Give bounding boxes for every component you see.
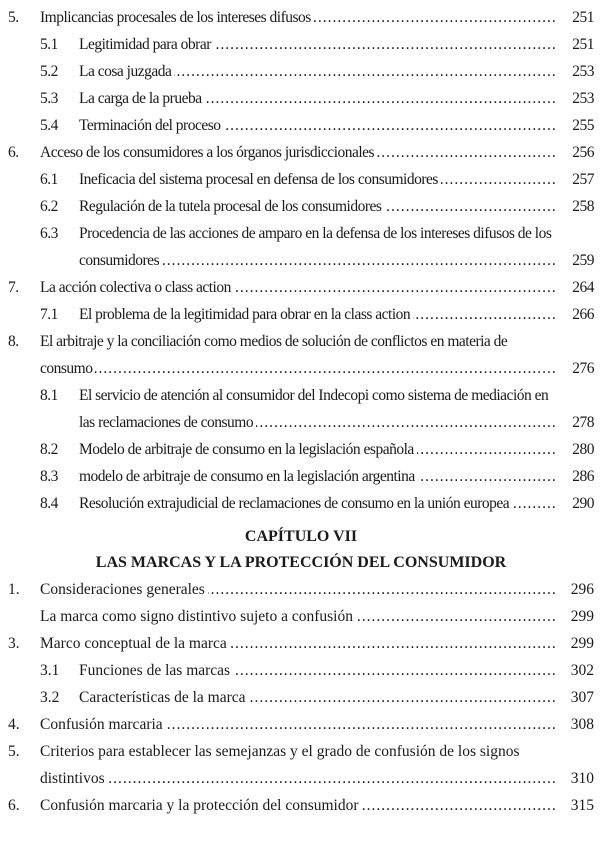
chapter-title: LAS MARCAS Y LA PROTECCIÓN DEL CONSUMIDOR bbox=[95, 554, 507, 571]
toc-entry-number: 8.4 bbox=[40, 495, 58, 512]
toc-entry-title: La carga de la prueba bbox=[79, 90, 205, 107]
toc-entry[interactable] bbox=[8, 711, 594, 738]
toc-entry-title: Características de la marca bbox=[79, 689, 249, 706]
toc-entry[interactable] bbox=[40, 220, 594, 274]
toc-entry-leader bbox=[40, 792, 557, 819]
toc-entry-page: 251 bbox=[572, 9, 594, 26]
toc-entry-title: Terminación del proceso bbox=[79, 117, 224, 134]
toc-entry-leader bbox=[40, 738, 557, 792]
toc-entry[interactable] bbox=[40, 301, 594, 328]
toc-entry-number: 7. bbox=[8, 279, 19, 296]
toc-entry-leader bbox=[40, 576, 557, 603]
toc-entry-number: 6.2 bbox=[40, 198, 58, 215]
toc-entry-page: 278 bbox=[572, 414, 594, 431]
toc-entry-title: Regulación de la tutela procesal de los consumidores bbox=[79, 198, 384, 215]
toc-entry-number: 5.2 bbox=[40, 63, 58, 80]
toc-entry-number: 5. bbox=[8, 743, 20, 760]
toc-list-before bbox=[8, 4, 594, 517]
toc-entry[interactable] bbox=[40, 85, 594, 112]
toc-entry-number: 8.2 bbox=[40, 441, 58, 458]
toc-entry[interactable] bbox=[8, 576, 594, 603]
toc-entry-leader bbox=[79, 657, 557, 684]
toc-entry-leader bbox=[79, 490, 557, 517]
toc-entry-leader bbox=[79, 463, 557, 490]
toc-entry[interactable] bbox=[40, 58, 594, 85]
toc-entry-number: 6. bbox=[8, 144, 19, 161]
toc-entry-number: 5.4 bbox=[40, 117, 58, 134]
toc-entry-page: 299 bbox=[570, 608, 594, 625]
toc-entry-page: 253 bbox=[572, 90, 594, 107]
toc-entry-title: Acceso de los consumidores a los órganos jurisdiccionales bbox=[40, 144, 377, 161]
toc-entry-number: 7.1 bbox=[40, 306, 58, 323]
toc-entry[interactable] bbox=[40, 193, 594, 220]
toc-entry-leader bbox=[40, 603, 557, 630]
toc-entry-number: 8.1 bbox=[40, 387, 58, 404]
toc-entry-title: Legitimidad para obrar bbox=[79, 36, 214, 53]
toc-entry-page: 259 bbox=[572, 252, 594, 269]
toc-entry-title: Implicancias procesales de los intereses difusos bbox=[40, 9, 314, 26]
toc-entry-title: Criterios para establecer las semejanzas y el grado de confusión de los signos distintivos bbox=[40, 743, 520, 787]
toc-entry[interactable] bbox=[40, 382, 594, 436]
toc-entry-page: 302 bbox=[570, 662, 594, 679]
toc-entry-title: Consideraciones generales bbox=[40, 581, 208, 598]
toc-entry-leader bbox=[79, 112, 557, 139]
toc-entry-leader bbox=[40, 4, 557, 31]
toc-entry-title: Confusión marcaria y la protección del consumidor bbox=[40, 797, 362, 814]
toc-entry-page: 299 bbox=[570, 635, 594, 652]
toc-entry-number: 3. bbox=[8, 635, 20, 652]
toc-entry-title: Funciones de las marcas bbox=[79, 662, 233, 679]
toc-entry[interactable] bbox=[40, 684, 594, 711]
toc-entry-leader bbox=[79, 58, 557, 85]
toc-entry-number bbox=[8, 603, 40, 630]
toc-entry-title: La cosa juzgada bbox=[79, 63, 174, 80]
toc-entry-page: 266 bbox=[572, 306, 594, 323]
toc-entry-number: 3.1 bbox=[40, 662, 60, 679]
toc-entry-title: La acción colectiva o class action bbox=[40, 279, 234, 296]
toc-entry-page: 308 bbox=[570, 716, 594, 733]
toc-entry-page: 257 bbox=[572, 171, 594, 188]
toc-entry-page: 296 bbox=[570, 581, 594, 598]
toc-entry-number: 6.1 bbox=[40, 171, 58, 188]
chapter-heading bbox=[8, 524, 594, 576]
toc-entry-page: 286 bbox=[572, 468, 594, 485]
toc-entry-leader bbox=[79, 684, 557, 711]
toc-entry-number: 8.3 bbox=[40, 468, 58, 485]
toc-list-after bbox=[8, 576, 594, 819]
toc-entry-leader bbox=[40, 139, 557, 166]
toc-entry-page: 255 bbox=[572, 117, 594, 134]
toc-entry-leader bbox=[79, 31, 557, 58]
toc-entry-leader bbox=[79, 166, 557, 193]
toc-entry[interactable] bbox=[40, 166, 594, 193]
toc-entry-leader bbox=[79, 301, 557, 328]
toc-entry-page: 264 bbox=[572, 279, 594, 296]
toc-entry-leader bbox=[40, 274, 557, 301]
toc-entry-page: 253 bbox=[572, 63, 594, 80]
toc-entry-leader bbox=[79, 436, 557, 463]
toc-entry-page: 258 bbox=[572, 198, 594, 215]
toc-entry-number: 5. bbox=[8, 9, 19, 26]
toc-entry[interactable] bbox=[40, 112, 594, 139]
toc-entry-page: 290 bbox=[572, 495, 594, 512]
toc-entry-leader bbox=[79, 220, 557, 274]
toc-entry-number: 6.3 bbox=[40, 225, 58, 242]
toc-entry[interactable] bbox=[8, 792, 594, 819]
toc-entry[interactable] bbox=[8, 274, 594, 301]
toc-entry-title: El servicio de atención al consumidor del Indecopi como sistema de mediación en las reclamaciones de consumo bbox=[79, 387, 549, 431]
toc-entry-leader bbox=[79, 382, 557, 436]
toc-entry-title: Marco conceptual de la marca bbox=[40, 635, 230, 652]
toc-entry-title: modelo de arbitraje de consumo en la legislación argentina bbox=[79, 468, 418, 485]
toc-entry[interactable] bbox=[8, 738, 594, 792]
toc-entry-title: Ineficacia del sistema procesal en defensa de los consumidores bbox=[79, 171, 441, 188]
toc-entry[interactable] bbox=[8, 328, 594, 382]
toc-entry-page: 280 bbox=[572, 441, 594, 458]
toc-entry-number: 4. bbox=[8, 716, 20, 733]
toc-entry-title: El arbitraje y la conciliación como medios de solución de conflictos en materia de consumo bbox=[40, 333, 508, 377]
toc-entry-number: 5.1 bbox=[40, 36, 58, 53]
toc-entry[interactable] bbox=[40, 463, 594, 490]
chapter-label: CAPÍTULO VII bbox=[244, 528, 358, 545]
toc-entry-title: Modelo de arbitraje de consumo en la legislación española bbox=[79, 441, 417, 458]
toc-entry-page: 256 bbox=[572, 144, 594, 161]
toc-entry[interactable] bbox=[40, 490, 594, 517]
toc-entry-page: 251 bbox=[572, 36, 594, 53]
toc-entry-title: El problema de la legitimidad para obrar en la class action bbox=[79, 306, 413, 323]
toc-entry[interactable] bbox=[40, 31, 594, 58]
toc-entry-leader bbox=[40, 711, 557, 738]
toc-entry-leader bbox=[40, 328, 557, 382]
toc-entry-page: 310 bbox=[570, 770, 594, 787]
toc-entry-title: Resolución extrajudicial de reclamaciones de consumo en la unión europea bbox=[79, 495, 512, 512]
toc-entry-page: 315 bbox=[570, 797, 594, 814]
toc-entry[interactable] bbox=[8, 4, 594, 31]
toc-entry-page: 276 bbox=[572, 360, 594, 377]
toc-entry[interactable] bbox=[40, 436, 594, 463]
toc-entry-leader bbox=[40, 630, 557, 657]
toc-entry[interactable] bbox=[40, 657, 594, 684]
toc-entry-title: Procedencia de las acciones de amparo en la defensa de los intereses difusos de los consumidores bbox=[79, 225, 552, 269]
toc-entry[interactable] bbox=[8, 630, 594, 657]
toc-entry-number: 6. bbox=[8, 797, 20, 814]
toc-entry[interactable] bbox=[8, 603, 594, 630]
toc-entry-number: 1. bbox=[8, 581, 20, 598]
toc-entry-number: 3.2 bbox=[40, 689, 60, 706]
toc-entry-title: Confusión marcaria bbox=[40, 716, 166, 733]
toc-entry[interactable] bbox=[8, 139, 594, 166]
toc-entry-leader bbox=[79, 85, 557, 112]
toc-entry-leader bbox=[79, 193, 557, 220]
toc-entry-title: La marca como signo distintivo sujeto a confusión bbox=[40, 608, 356, 625]
toc-entry-number: 8. bbox=[8, 333, 19, 350]
toc-entry-number: 5.3 bbox=[40, 90, 58, 107]
toc-entry-page: 307 bbox=[570, 689, 594, 706]
